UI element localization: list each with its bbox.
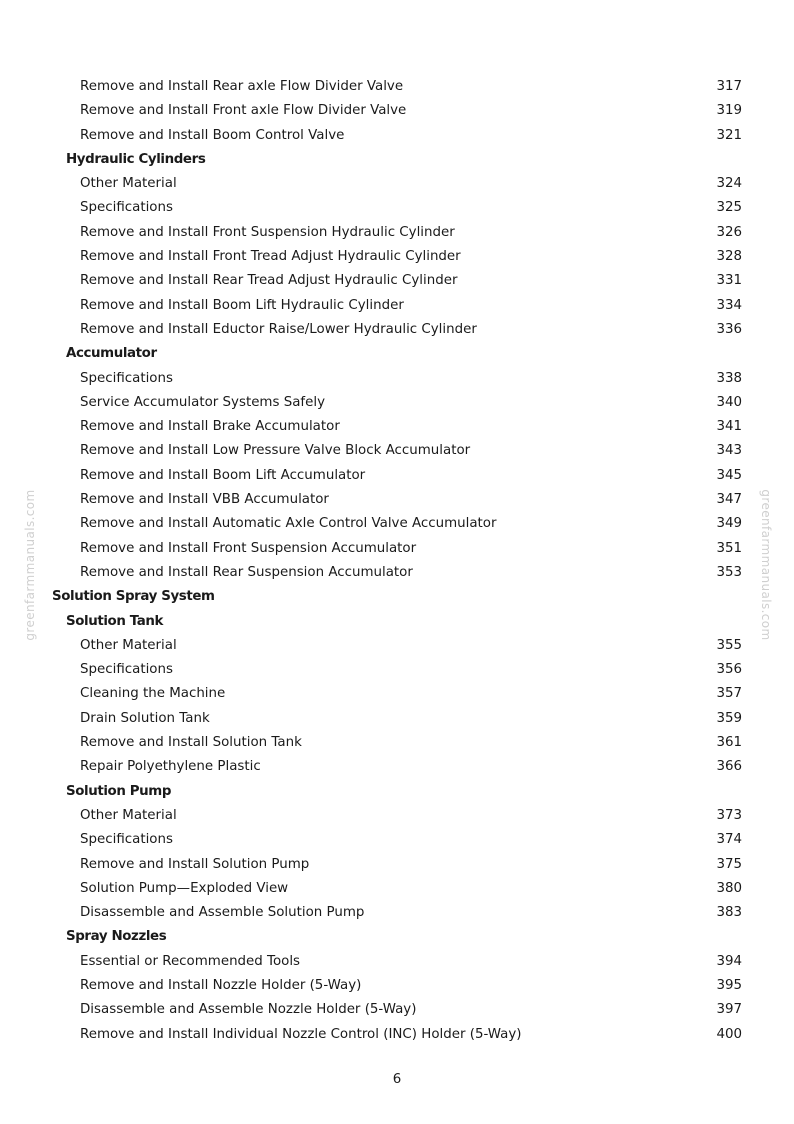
toc-entry: [0, 634, 794, 658]
toc-entry-page: 373: [716, 807, 742, 823]
toc-entry: [0, 439, 794, 463]
toc-entry-page: 347: [716, 492, 742, 508]
toc-section-heading: [0, 780, 794, 804]
toc-entry: [0, 75, 794, 99]
toc-entry: [0, 124, 794, 148]
toc-entry-title: Other Material: [80, 637, 177, 653]
table-of-contents: [0, 75, 794, 1047]
toc-entry-title: Remove and Install Automatic Axle Control Valve Accumulator: [80, 516, 497, 532]
toc-entry-page: 336: [716, 321, 742, 337]
watermark-left: greenfarmmanuals.com: [23, 489, 37, 641]
toc-entry-title: Drain Solution Tank: [80, 710, 210, 726]
toc-entry-page: 341: [716, 419, 742, 435]
toc-entry-page: 355: [716, 637, 742, 653]
toc-entry-title: Specifications: [80, 200, 173, 216]
toc-entry-page: 326: [716, 224, 742, 240]
toc-entry-page: 349: [716, 516, 742, 532]
toc-entry-title: Solution Pump—Exploded View: [80, 880, 289, 896]
toc-entry-title: Disassemble and Assemble Nozzle Holder (5-Way): [80, 1002, 417, 1018]
toc-entry: [0, 950, 794, 974]
toc-entry: [0, 901, 794, 925]
toc-entry-page: 356: [716, 662, 742, 678]
toc-entry: [0, 196, 794, 220]
toc-entry: [0, 998, 794, 1022]
toc-entry: [0, 731, 794, 755]
toc-entry-page: 351: [716, 540, 742, 556]
toc-entry: [0, 221, 794, 245]
toc-entry-title: Solution Spray System: [52, 589, 215, 605]
toc-entry-title: Remove and Install Boom Control Valve: [80, 127, 345, 143]
toc-entry-page: 400: [716, 1026, 742, 1042]
toc-entry: [0, 804, 794, 828]
toc-entry-title: Repair Polyethylene Plastic: [80, 759, 261, 775]
toc-entry: [0, 318, 794, 342]
toc-entry-page: 334: [716, 297, 742, 313]
toc-entry-page: 324: [716, 176, 742, 192]
toc-entry-title: Other Material: [80, 807, 177, 823]
toc-entry-title: Accumulator: [66, 346, 157, 362]
toc-entry-page: 357: [716, 686, 742, 702]
toc-section-heading: [0, 148, 794, 172]
toc-entry: [0, 658, 794, 682]
toc-entry-page: 321: [716, 127, 742, 143]
toc-entry-page: 319: [716, 103, 742, 119]
toc-entry-page: 374: [716, 832, 742, 848]
toc-entry: [0, 391, 794, 415]
toc-entry: [0, 537, 794, 561]
toc-entry-page: 383: [716, 905, 742, 921]
toc-entry-title: Remove and Install Individual Nozzle Control (INC) Holder (5-Way): [80, 1026, 522, 1042]
toc-entry: [0, 367, 794, 391]
toc-entry-page: 317: [716, 79, 742, 94]
toc-entry-page: 394: [716, 953, 742, 969]
toc-entry-page: 361: [716, 735, 742, 751]
toc-entry: [0, 488, 794, 512]
toc-entry: [0, 974, 794, 998]
toc-entry-title: Remove and Install Nozzle Holder (5-Way): [80, 977, 362, 993]
toc-entry: [0, 877, 794, 901]
toc-entry: [0, 99, 794, 123]
toc-entry: [0, 512, 794, 536]
toc-entry-title: Remove and Install Front Suspension Hydraulic Cylinder: [80, 224, 455, 240]
toc-section-heading: [0, 342, 794, 366]
toc-entry: [0, 755, 794, 779]
toc-entry-title: Remove and Install Boom Lift Hydraulic Cylinder: [80, 297, 404, 313]
toc-entry-page: 395: [716, 977, 742, 993]
toc-entry: [0, 828, 794, 852]
toc-entry-page: 380: [716, 880, 742, 896]
toc-entry-title: Remove and Install Solution Pump: [80, 856, 310, 872]
toc-entry-title: Remove and Install VBB Accumulator: [80, 492, 329, 508]
toc-entry-title: Cleaning the Machine: [80, 686, 226, 702]
toc-entry-title: Remove and Install Brake Accumulator: [80, 419, 340, 435]
toc-entry-title: Remove and Install Low Pressure Valve Block Accumulator: [80, 443, 471, 459]
toc-entry-title: Other Material: [80, 176, 177, 192]
toc-entry-page: 345: [716, 467, 742, 483]
toc-entry: [0, 682, 794, 706]
toc-entry-page: 328: [716, 249, 742, 265]
toc-entry: [0, 245, 794, 269]
toc-entry-page: 366: [716, 759, 742, 775]
toc-entry: [0, 464, 794, 488]
toc-entry-page: 375: [716, 856, 742, 872]
toc-entry-title: Hydraulic Cylinders: [66, 151, 206, 167]
toc-entry-title: Remove and Install Rear Tread Adjust Hydraulic Cylinder: [80, 273, 458, 289]
toc-entry-title: Remove and Install Rear axle Flow Divider Valve: [80, 79, 404, 94]
page-number: 6: [392, 1072, 402, 1087]
toc-entry-page: 325: [716, 200, 742, 216]
toc-entry-title: Remove and Install Rear Suspension Accumulator: [80, 564, 413, 580]
toc-entry-title: Solution Pump: [66, 783, 172, 799]
toc-entry-page: 340: [716, 394, 742, 410]
toc-entry-title: Spray Nozzles: [66, 929, 167, 945]
toc-section-heading: [0, 925, 794, 949]
toc-entry: [0, 707, 794, 731]
toc-section-heading: [0, 585, 794, 609]
toc-entry-title: Remove and Install Front axle Flow Divider Valve: [80, 103, 407, 119]
toc-entry-title: Remove and Install Solution Tank: [80, 735, 302, 751]
toc-entry: [0, 415, 794, 439]
toc-entry: [0, 269, 794, 293]
toc-entry-title: Remove and Install Front Tread Adjust Hydraulic Cylinder: [80, 249, 461, 265]
toc-entry-title: Specifications: [80, 662, 173, 678]
toc-entry: [0, 561, 794, 585]
toc-entry: [0, 294, 794, 318]
toc-entry-page: 343: [716, 443, 742, 459]
toc-entry-title: Service Accumulator Systems Safely: [80, 394, 326, 410]
toc-entry: [0, 1023, 794, 1047]
watermark-right: greenfarmmanuals.com: [759, 489, 773, 641]
toc-entry-page: 353: [716, 564, 742, 580]
toc-entry-title: Solution Tank: [66, 613, 164, 629]
toc-entry-title: Remove and Install Boom Lift Accumulator: [80, 467, 366, 483]
toc-entry-page: 397: [716, 1002, 742, 1018]
toc-entry-page: 331: [716, 273, 742, 289]
toc-entry-page: 359: [716, 710, 742, 726]
toc-entry-title: Essential or Recommended Tools: [80, 953, 301, 969]
toc-entry-title: Remove and Install Eductor Raise/Lower Hydraulic Cylinder: [80, 321, 477, 337]
toc-entry-title: Specifications: [80, 370, 173, 386]
toc-entry-page: 338: [716, 370, 742, 386]
toc-entry-title: Disassemble and Assemble Solution Pump: [80, 905, 365, 921]
toc-entry: [0, 853, 794, 877]
toc-entry: [0, 172, 794, 196]
toc-entry-title: Remove and Install Front Suspension Accumulator: [80, 540, 417, 556]
toc-entry-title: Specifications: [80, 832, 173, 848]
toc-section-heading: [0, 610, 794, 634]
